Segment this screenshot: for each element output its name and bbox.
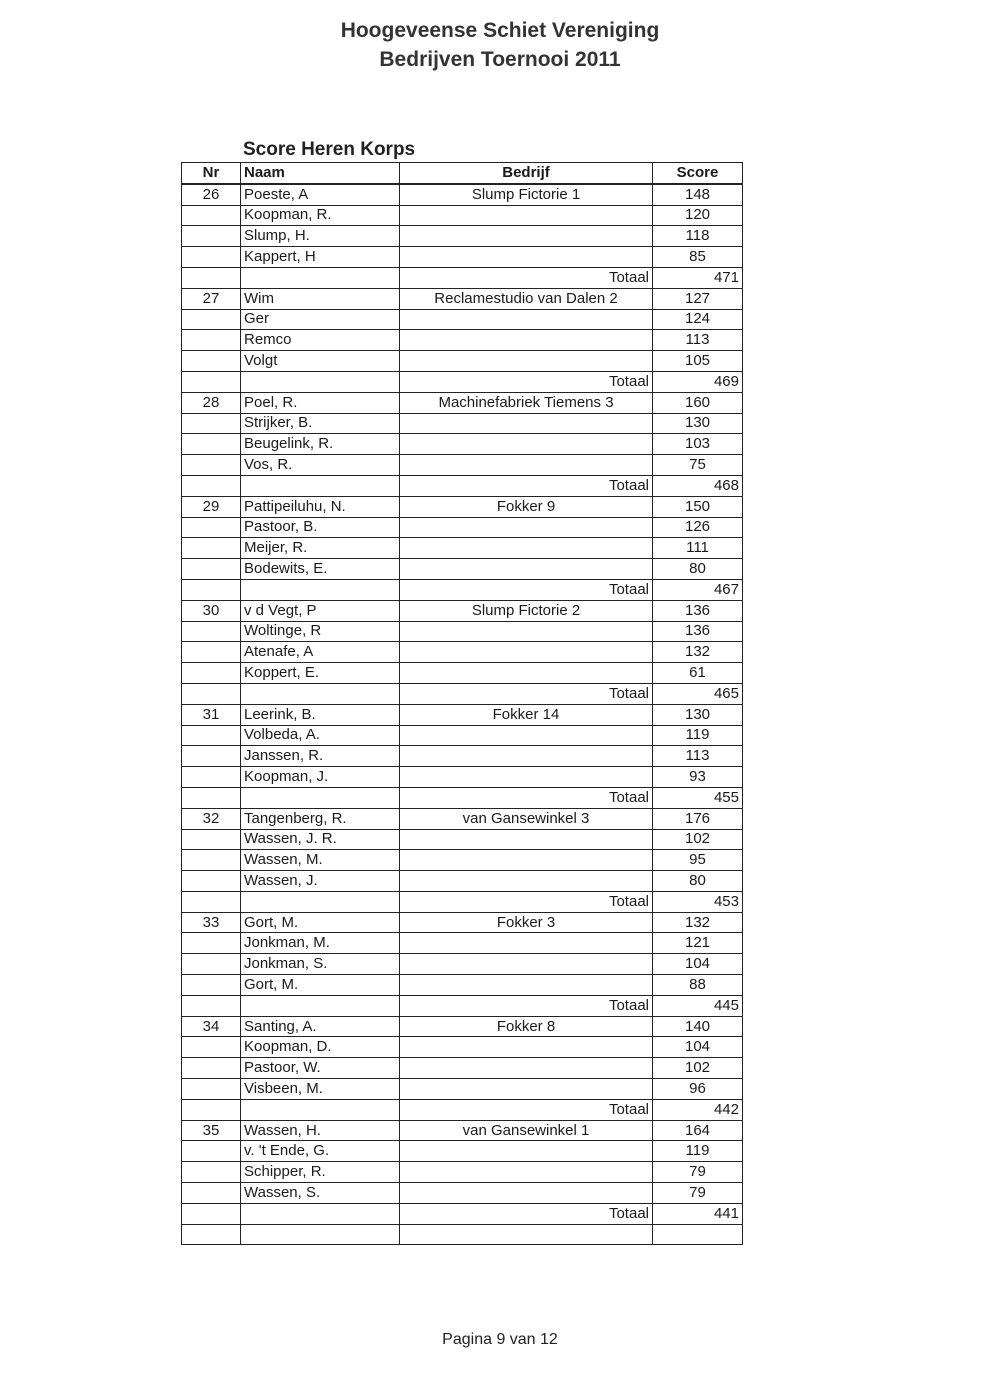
team-number bbox=[182, 954, 241, 975]
totaal-label: Totaal bbox=[400, 579, 653, 600]
company-name: Reclamestudio van Dalen 2 bbox=[400, 288, 653, 309]
player-score: 118 bbox=[653, 226, 743, 247]
player-score: 126 bbox=[653, 517, 743, 538]
empty-cell bbox=[241, 1203, 400, 1224]
company-name: van Gansewinkel 3 bbox=[400, 808, 653, 829]
player-score: 150 bbox=[653, 496, 743, 517]
column-header-naam: Naam bbox=[241, 163, 400, 184]
table-row bbox=[182, 1016, 743, 1037]
total-row bbox=[182, 787, 743, 808]
table-row bbox=[182, 725, 743, 746]
company-name bbox=[400, 725, 653, 746]
team-total-score: 442 bbox=[653, 1099, 743, 1120]
table-row bbox=[182, 829, 743, 850]
team-number bbox=[182, 850, 241, 871]
player-name: Poeste, A bbox=[241, 184, 400, 205]
company-name: Fokker 8 bbox=[400, 1016, 653, 1037]
team-number bbox=[182, 871, 241, 892]
player-name: Wassen, J. bbox=[241, 871, 400, 892]
table-row bbox=[182, 205, 743, 226]
player-name: Jonkman, S. bbox=[241, 954, 400, 975]
player-name: Koopman, D. bbox=[241, 1037, 400, 1058]
empty-cell bbox=[182, 1099, 241, 1120]
player-score: 75 bbox=[653, 455, 743, 476]
empty-cell bbox=[400, 1224, 653, 1245]
team-number bbox=[182, 538, 241, 559]
totaal-label: Totaal bbox=[400, 267, 653, 288]
player-name: Schipper, R. bbox=[241, 1162, 400, 1183]
player-name: Wassen, J. R. bbox=[241, 829, 400, 850]
team-number bbox=[182, 247, 241, 268]
empty-cell bbox=[241, 1224, 400, 1245]
player-score: 113 bbox=[653, 746, 743, 767]
company-name: Fokker 14 bbox=[400, 704, 653, 725]
company-name bbox=[400, 850, 653, 871]
player-score: 148 bbox=[653, 184, 743, 205]
company-name bbox=[400, 351, 653, 372]
player-name: Slump, H. bbox=[241, 226, 400, 247]
company-name bbox=[400, 621, 653, 642]
player-score: 105 bbox=[653, 351, 743, 372]
player-name: Leerink, B. bbox=[241, 704, 400, 725]
player-score: 80 bbox=[653, 559, 743, 580]
section-title: Score Heren Korps bbox=[243, 139, 416, 160]
player-name: Wim bbox=[241, 288, 400, 309]
player-score: 136 bbox=[653, 600, 743, 621]
table-row bbox=[182, 1120, 743, 1141]
total-row bbox=[182, 995, 743, 1016]
player-score: 160 bbox=[653, 392, 743, 413]
empty-cell bbox=[182, 787, 241, 808]
table-row bbox=[182, 288, 743, 309]
table-row bbox=[182, 1058, 743, 1079]
player-name: Visbeen, M. bbox=[241, 1079, 400, 1100]
team-number: 29 bbox=[182, 496, 241, 517]
team-total-score: 471 bbox=[653, 267, 743, 288]
table-row bbox=[182, 434, 743, 455]
score-table-body bbox=[182, 184, 743, 1245]
team-total-score: 469 bbox=[653, 371, 743, 392]
player-score: 113 bbox=[653, 330, 743, 351]
company-name: Slump Fictorie 2 bbox=[400, 600, 653, 621]
player-name: Bodewits, E. bbox=[241, 559, 400, 580]
team-number bbox=[182, 663, 241, 684]
team-number bbox=[182, 829, 241, 850]
player-score: 61 bbox=[653, 663, 743, 684]
company-name: Slump Fictorie 1 bbox=[400, 184, 653, 205]
empty-cell bbox=[241, 475, 400, 496]
company-name: Fokker 3 bbox=[400, 912, 653, 933]
team-total-score: 455 bbox=[653, 787, 743, 808]
player-score: 120 bbox=[653, 205, 743, 226]
empty-cell bbox=[182, 267, 241, 288]
company-name bbox=[400, 1079, 653, 1100]
team-number bbox=[182, 517, 241, 538]
player-name: Janssen, R. bbox=[241, 746, 400, 767]
company-name bbox=[400, 559, 653, 580]
player-score: 80 bbox=[653, 871, 743, 892]
total-row bbox=[182, 891, 743, 912]
table-row bbox=[182, 912, 743, 933]
company-name bbox=[400, 413, 653, 434]
table-row bbox=[182, 850, 743, 871]
table-row bbox=[182, 538, 743, 559]
player-score: 132 bbox=[653, 912, 743, 933]
player-name: Beugelink, R. bbox=[241, 434, 400, 455]
table-row bbox=[182, 1037, 743, 1058]
empty-cell bbox=[241, 579, 400, 600]
player-name: Koopman, J. bbox=[241, 767, 400, 788]
totaal-label: Totaal bbox=[400, 995, 653, 1016]
table-row bbox=[182, 1079, 743, 1100]
player-name: Wassen, M. bbox=[241, 850, 400, 871]
team-number bbox=[182, 413, 241, 434]
column-header-nr: Nr bbox=[182, 163, 241, 184]
table-row bbox=[182, 392, 743, 413]
total-row bbox=[182, 579, 743, 600]
team-number: 30 bbox=[182, 600, 241, 621]
player-score: 96 bbox=[653, 1079, 743, 1100]
player-name: Koppert, E. bbox=[241, 663, 400, 684]
table-row bbox=[182, 1183, 743, 1204]
table-row bbox=[182, 600, 743, 621]
company-name bbox=[400, 1141, 653, 1162]
table-row bbox=[182, 954, 743, 975]
table-row bbox=[182, 496, 743, 517]
total-row bbox=[182, 267, 743, 288]
player-name: Woltinge, R bbox=[241, 621, 400, 642]
player-score: 130 bbox=[653, 413, 743, 434]
player-score: 136 bbox=[653, 621, 743, 642]
company-name bbox=[400, 455, 653, 476]
team-number bbox=[182, 226, 241, 247]
table-row bbox=[182, 351, 743, 372]
player-score: 104 bbox=[653, 1037, 743, 1058]
totaal-label: Totaal bbox=[400, 1203, 653, 1224]
company-name bbox=[400, 767, 653, 788]
total-row bbox=[182, 1099, 743, 1120]
team-number: 32 bbox=[182, 808, 241, 829]
player-score: 95 bbox=[653, 850, 743, 871]
company-name bbox=[400, 746, 653, 767]
empty-cell bbox=[241, 267, 400, 288]
player-score: 130 bbox=[653, 704, 743, 725]
empty-cell bbox=[182, 1203, 241, 1224]
player-name: Jonkman, M. bbox=[241, 933, 400, 954]
table-row bbox=[182, 559, 743, 580]
company-name bbox=[400, 871, 653, 892]
company-name bbox=[400, 829, 653, 850]
team-number: 26 bbox=[182, 184, 241, 205]
player-score: 104 bbox=[653, 954, 743, 975]
totaal-label: Totaal bbox=[400, 371, 653, 392]
player-score: 88 bbox=[653, 975, 743, 996]
totaal-label: Totaal bbox=[400, 1099, 653, 1120]
team-number bbox=[182, 559, 241, 580]
company-name bbox=[400, 1058, 653, 1079]
player-score: 103 bbox=[653, 434, 743, 455]
empty-cell bbox=[241, 371, 400, 392]
team-number bbox=[182, 205, 241, 226]
team-number bbox=[182, 1162, 241, 1183]
table-row bbox=[182, 413, 743, 434]
team-total-score: 465 bbox=[653, 683, 743, 704]
table-row bbox=[182, 226, 743, 247]
player-name: Pastoor, W. bbox=[241, 1058, 400, 1079]
totaal-label: Totaal bbox=[400, 683, 653, 704]
player-score: 119 bbox=[653, 725, 743, 746]
company-name bbox=[400, 538, 653, 559]
player-name: Volbeda, A. bbox=[241, 725, 400, 746]
player-score: 111 bbox=[653, 538, 743, 559]
team-total-score: 453 bbox=[653, 891, 743, 912]
company-name bbox=[400, 642, 653, 663]
company-name bbox=[400, 247, 653, 268]
player-score: 132 bbox=[653, 642, 743, 663]
total-row bbox=[182, 371, 743, 392]
team-total-score: 468 bbox=[653, 475, 743, 496]
empty-cell bbox=[653, 1224, 743, 1245]
club-title: Hoogeveense Schiet Vereniging bbox=[340, 19, 660, 42]
column-header-bedrijf: Bedrijf bbox=[400, 163, 653, 184]
table-row bbox=[182, 1162, 743, 1183]
team-number bbox=[182, 1037, 241, 1058]
company-name bbox=[400, 954, 653, 975]
company-name bbox=[400, 1183, 653, 1204]
team-number bbox=[182, 351, 241, 372]
total-row bbox=[182, 1203, 743, 1224]
player-name: Gort, M. bbox=[241, 975, 400, 996]
player-score: 164 bbox=[653, 1120, 743, 1141]
player-name: Koopman, R. bbox=[241, 205, 400, 226]
table-row bbox=[182, 746, 743, 767]
table-row bbox=[182, 184, 743, 205]
team-number bbox=[182, 1058, 241, 1079]
player-name: Poel, R. bbox=[241, 392, 400, 413]
player-score: 119 bbox=[653, 1141, 743, 1162]
player-name: Remco bbox=[241, 330, 400, 351]
team-number bbox=[182, 621, 241, 642]
empty-cell bbox=[241, 1099, 400, 1120]
empty-cell bbox=[182, 371, 241, 392]
table-row bbox=[182, 621, 743, 642]
player-score: 140 bbox=[653, 1016, 743, 1037]
total-row bbox=[182, 683, 743, 704]
empty-cell bbox=[182, 475, 241, 496]
player-score: 121 bbox=[653, 933, 743, 954]
company-name bbox=[400, 434, 653, 455]
table-header-row bbox=[182, 163, 743, 184]
player-name: Gort, M. bbox=[241, 912, 400, 933]
player-score: 79 bbox=[653, 1162, 743, 1183]
company-name: van Gansewinkel 1 bbox=[400, 1120, 653, 1141]
player-score: 79 bbox=[653, 1183, 743, 1204]
empty-cell bbox=[182, 1224, 241, 1245]
company-name bbox=[400, 226, 653, 247]
player-name: Volgt bbox=[241, 351, 400, 372]
team-number bbox=[182, 767, 241, 788]
table-row bbox=[182, 871, 743, 892]
player-name: Ger bbox=[241, 309, 400, 330]
table-row bbox=[182, 455, 743, 476]
table-row bbox=[182, 1141, 743, 1162]
team-number: 35 bbox=[182, 1120, 241, 1141]
page-number: Pagina 9 van 12 bbox=[442, 1331, 558, 1348]
player-name: Tangenberg, R. bbox=[241, 808, 400, 829]
company-name bbox=[400, 975, 653, 996]
table-row bbox=[182, 309, 743, 330]
score-table bbox=[181, 162, 743, 1245]
player-score: 176 bbox=[653, 808, 743, 829]
player-name: Pastoor, B. bbox=[241, 517, 400, 538]
table-row bbox=[182, 517, 743, 538]
player-name: Kappert, H bbox=[241, 247, 400, 268]
team-number bbox=[182, 455, 241, 476]
table-row bbox=[182, 767, 743, 788]
team-number bbox=[182, 725, 241, 746]
team-number bbox=[182, 309, 241, 330]
team-total-score: 467 bbox=[653, 579, 743, 600]
team-number: 33 bbox=[182, 912, 241, 933]
company-name bbox=[400, 205, 653, 226]
team-number bbox=[182, 642, 241, 663]
empty-cell bbox=[241, 995, 400, 1016]
player-score: 124 bbox=[653, 309, 743, 330]
table-row bbox=[182, 704, 743, 725]
document-header bbox=[0, 16, 1000, 74]
company-name bbox=[400, 309, 653, 330]
table-row bbox=[182, 663, 743, 684]
company-name bbox=[400, 517, 653, 538]
empty-cell bbox=[241, 787, 400, 808]
company-name: Fokker 9 bbox=[400, 496, 653, 517]
table-row bbox=[182, 247, 743, 268]
team-number bbox=[182, 933, 241, 954]
player-score: 127 bbox=[653, 288, 743, 309]
player-name: Santing, A. bbox=[241, 1016, 400, 1037]
player-name: Pattipeiluhu, N. bbox=[241, 496, 400, 517]
empty-cell bbox=[182, 995, 241, 1016]
empty-cell bbox=[182, 579, 241, 600]
empty-cell bbox=[182, 683, 241, 704]
team-total-score: 441 bbox=[653, 1203, 743, 1224]
team-number bbox=[182, 1183, 241, 1204]
team-number bbox=[182, 975, 241, 996]
team-number: 34 bbox=[182, 1016, 241, 1037]
table-row bbox=[182, 330, 743, 351]
company-name bbox=[400, 663, 653, 684]
company-name bbox=[400, 933, 653, 954]
totaal-label: Totaal bbox=[400, 787, 653, 808]
player-name: Wassen, S. bbox=[241, 1183, 400, 1204]
table-row bbox=[182, 975, 743, 996]
table-row bbox=[182, 933, 743, 954]
player-name: Meijer, R. bbox=[241, 538, 400, 559]
column-header-score: Score bbox=[653, 163, 743, 184]
player-score: 102 bbox=[653, 1058, 743, 1079]
player-name: Wassen, H. bbox=[241, 1120, 400, 1141]
player-score: 102 bbox=[653, 829, 743, 850]
team-number bbox=[182, 330, 241, 351]
team-number: 28 bbox=[182, 392, 241, 413]
player-name: v d Vegt, P bbox=[241, 600, 400, 621]
blank-row bbox=[182, 1224, 743, 1245]
empty-cell bbox=[241, 683, 400, 704]
team-number bbox=[182, 434, 241, 455]
table-row bbox=[182, 808, 743, 829]
player-name: v. 't Ende, G. bbox=[241, 1141, 400, 1162]
team-number: 31 bbox=[182, 704, 241, 725]
team-number: 27 bbox=[182, 288, 241, 309]
company-name: Machinefabriek Tiemens 3 bbox=[400, 392, 653, 413]
team-number bbox=[182, 1141, 241, 1162]
player-name: Vos, R. bbox=[241, 455, 400, 476]
totaal-label: Totaal bbox=[400, 891, 653, 912]
table-row bbox=[182, 642, 743, 663]
company-name bbox=[400, 1037, 653, 1058]
player-name: Strijker, B. bbox=[241, 413, 400, 434]
team-number bbox=[182, 1079, 241, 1100]
team-number bbox=[182, 746, 241, 767]
empty-cell bbox=[182, 891, 241, 912]
company-name bbox=[400, 1162, 653, 1183]
totaal-label: Totaal bbox=[400, 475, 653, 496]
player-score: 93 bbox=[653, 767, 743, 788]
player-score: 85 bbox=[653, 247, 743, 268]
team-total-score: 445 bbox=[653, 995, 743, 1016]
empty-cell bbox=[241, 891, 400, 912]
total-row bbox=[182, 475, 743, 496]
tournament-title: Bedrijven Toernooi 2011 bbox=[379, 48, 621, 71]
player-name: Atenafe, A bbox=[241, 642, 400, 663]
company-name bbox=[400, 330, 653, 351]
